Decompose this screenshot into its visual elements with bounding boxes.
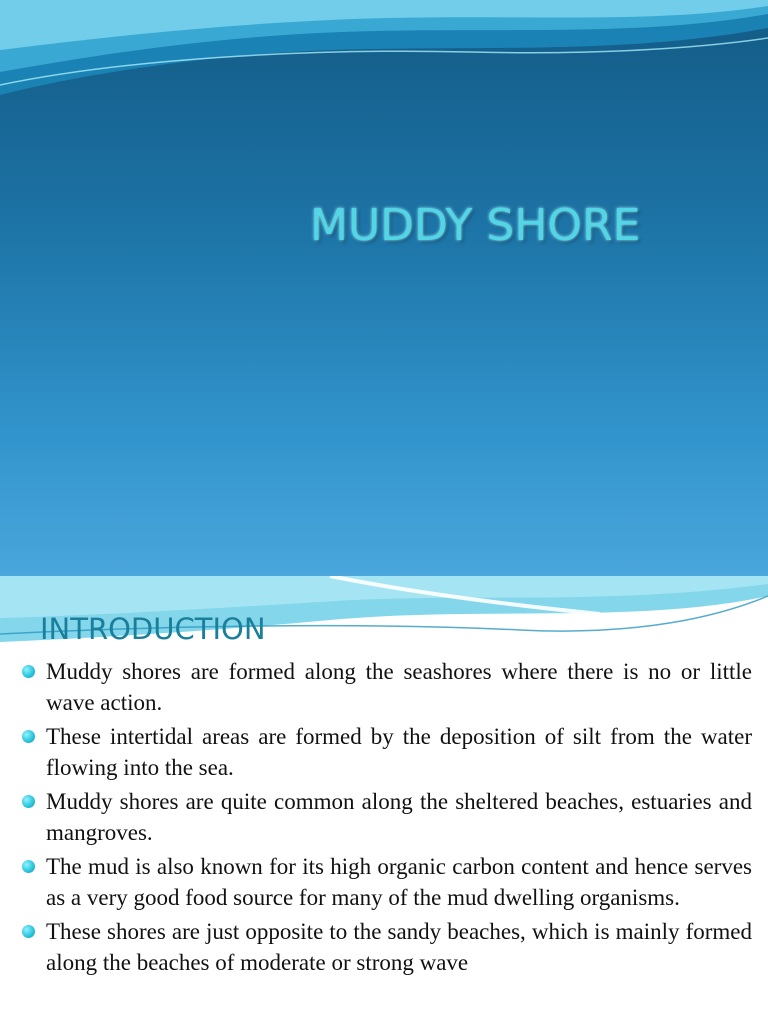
bullet-item [18, 786, 752, 848]
bullet-item [18, 851, 752, 913]
bullet-text: Muddy shores are formed along the seashores where there is no or little wave action. [46, 659, 752, 715]
bullet-item [18, 916, 752, 978]
bullet-dot-icon [22, 730, 35, 743]
bullet-dot-icon [22, 860, 35, 873]
bullet-text: These shores are just opposite to the sandy beaches, which is mainly formed along the beaches of moderate or strong wave [46, 919, 752, 975]
bullet-dot-icon [22, 925, 35, 938]
section-heading: INTRODUCTION [40, 612, 266, 646]
content-slide [0, 576, 768, 1024]
bullet-item [18, 656, 752, 718]
bullet-item [18, 721, 752, 783]
bullet-text: These intertidal areas are formed by the deposition of silt from the water flowing into the sea. [46, 724, 752, 780]
bullet-text: The mud is also known for its high organic carbon content and hence serves as a very good food source for many of the mud dwelling organisms. [46, 854, 752, 910]
bullet-text: Muddy shores are quite common along the sheltered beaches, estuaries and mangroves. [46, 789, 752, 845]
slide-title: MUDDY SHORE [310, 200, 641, 251]
bullet-dot-icon [22, 665, 35, 678]
bullet-dot-icon [22, 795, 35, 808]
wave-decoration [0, 0, 768, 110]
bullet-list [18, 656, 752, 981]
